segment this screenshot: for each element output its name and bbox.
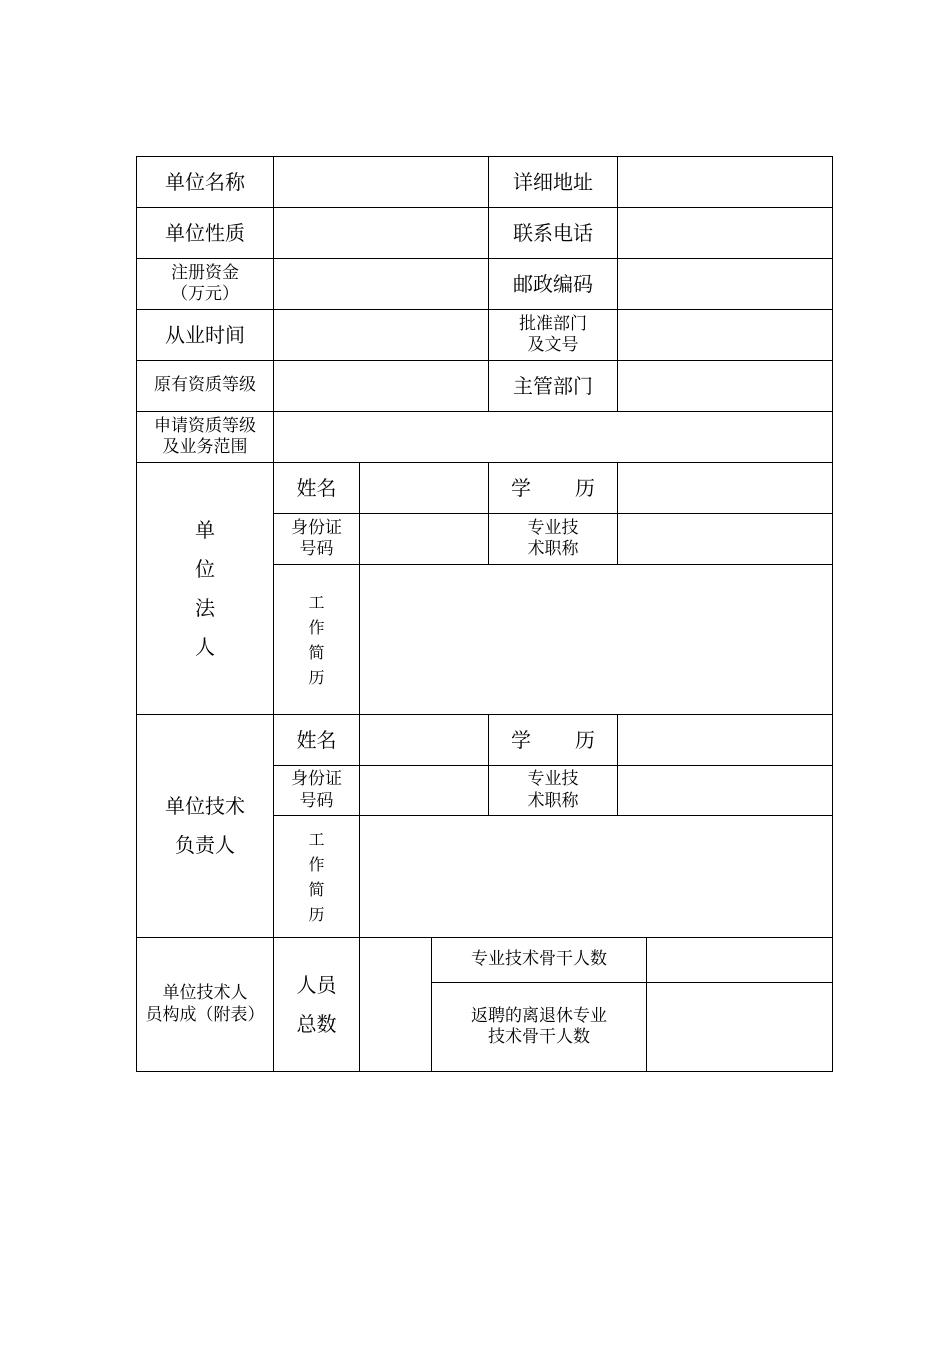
- unit-nature-field[interactable]: [274, 208, 489, 259]
- lead-tech-title-line1: 专业技: [527, 769, 579, 790]
- lead-tech-title-line2: 术职称: [527, 790, 579, 811]
- legal-resume-label: [274, 565, 360, 715]
- legal-education-char: 历: [575, 475, 596, 500]
- lead-resume-char: 工: [308, 829, 325, 849]
- legal-resume-char: 作: [308, 617, 325, 637]
- supervisor-dept-field[interactable]: [618, 361, 833, 412]
- retired-backbone-label: [432, 983, 647, 1072]
- approval-dept-label: [489, 310, 618, 361]
- lead-resume-char: 简: [308, 879, 325, 899]
- practice-time-field[interactable]: [274, 310, 489, 361]
- legal-tech-title-field[interactable]: [618, 514, 833, 565]
- approval-dept-line2: 及文号: [527, 335, 579, 355]
- legal-education-label: [489, 463, 618, 514]
- supervisor-dept-label: 主管部门: [489, 361, 618, 412]
- staff-composition-line2: 员构成（附表）: [145, 1004, 265, 1025]
- legal-resume-char: 历: [308, 667, 325, 687]
- lead-name-field[interactable]: [360, 715, 489, 766]
- lead-resume-field[interactable]: [360, 816, 833, 938]
- backbone-count-label: 专业技术骨干人数: [432, 938, 647, 983]
- lead-id-line2: 号码: [299, 790, 334, 811]
- lead-resume-char: 作: [308, 854, 325, 874]
- staff-total-field[interactable]: [360, 938, 432, 1072]
- lead-resume-char: 历: [308, 904, 325, 924]
- capital-label-line2: （万元）: [171, 284, 239, 304]
- legal-id-line1: 身份证: [291, 517, 342, 538]
- unit-nature-label: 单位性质: [137, 208, 274, 259]
- approval-dept-field[interactable]: [618, 310, 833, 361]
- legal-resume-char: 工: [308, 592, 325, 612]
- unit-name-label: 单位名称: [137, 157, 274, 208]
- legal-name-field[interactable]: [360, 463, 489, 514]
- legal-tech-title-line2: 术职称: [527, 539, 579, 559]
- tech-lead-label: [137, 715, 274, 938]
- retired-backbone-field[interactable]: [647, 983, 833, 1072]
- lead-name-label: 姓名: [274, 715, 360, 766]
- staff-total-line1: 人员: [296, 972, 337, 997]
- retired-backbone-line1: 返聘的离退休专业: [471, 1005, 607, 1026]
- lead-id-field[interactable]: [360, 766, 489, 816]
- apply-level-line1: 申请资质等级: [154, 415, 256, 436]
- approval-dept-line1: 批准部门: [519, 313, 588, 334]
- original-level-field[interactable]: [274, 361, 489, 412]
- legal-tech-title-label: [489, 514, 618, 565]
- phone-label: 联系电话: [489, 208, 618, 259]
- capital-label: [137, 259, 274, 310]
- legal-resume-field[interactable]: [360, 565, 833, 715]
- legal-id-field[interactable]: [360, 514, 489, 565]
- legal-person-label: [137, 463, 274, 715]
- lead-education-char: 学: [511, 727, 532, 752]
- lead-education-char: 历: [575, 727, 596, 752]
- lead-education-field[interactable]: [618, 715, 833, 766]
- legal-person-char: 单: [195, 517, 215, 542]
- retired-backbone-line2: 技术骨干人数: [488, 1027, 590, 1047]
- phone-field[interactable]: [618, 208, 833, 259]
- legal-name-label: 姓名: [274, 463, 360, 514]
- legal-id-line2: 号码: [299, 539, 334, 559]
- legal-education-char: 学: [511, 475, 532, 500]
- staff-total-line2: 总数: [296, 1011, 337, 1036]
- postcode-label: 邮政编码: [489, 259, 618, 310]
- staff-composition-line1: 单位技术人: [162, 983, 248, 1004]
- lead-resume-label: [274, 816, 360, 938]
- legal-person-char: 人: [195, 634, 215, 659]
- apply-level-line2: 及业务范围: [162, 437, 248, 457]
- legal-id-label: [274, 514, 360, 565]
- lead-education-label: [489, 715, 618, 766]
- address-field[interactable]: [618, 157, 833, 208]
- lead-tech-title-label: [489, 766, 618, 816]
- postcode-field[interactable]: [618, 259, 833, 310]
- lead-tech-title-field[interactable]: [618, 766, 833, 816]
- staff-composition-label: [137, 938, 274, 1072]
- address-label: 详细地址: [489, 157, 618, 208]
- capital-label-line1: 注册资金: [171, 262, 239, 283]
- legal-person-char: 法: [195, 595, 215, 620]
- lead-id-label: [274, 766, 360, 816]
- registration-form-table: [136, 156, 833, 1072]
- apply-level-label: [137, 412, 274, 463]
- staff-total-label: [274, 938, 360, 1072]
- capital-field[interactable]: [274, 259, 489, 310]
- apply-level-field[interactable]: [274, 412, 833, 463]
- legal-person-char: 位: [195, 556, 215, 581]
- unit-name-field[interactable]: [274, 157, 489, 208]
- tech-lead-line1: 单位技术: [165, 794, 245, 818]
- legal-resume-char: 简: [308, 642, 325, 662]
- original-level-label: 原有资质等级: [137, 361, 274, 412]
- backbone-count-field[interactable]: [647, 938, 833, 983]
- legal-education-field[interactable]: [618, 463, 833, 514]
- legal-tech-title-line1: 专业技: [527, 517, 579, 538]
- practice-time-label: 从业时间: [137, 310, 274, 361]
- lead-id-line1: 身份证: [291, 769, 342, 790]
- tech-lead-line2: 负责人: [175, 833, 235, 857]
